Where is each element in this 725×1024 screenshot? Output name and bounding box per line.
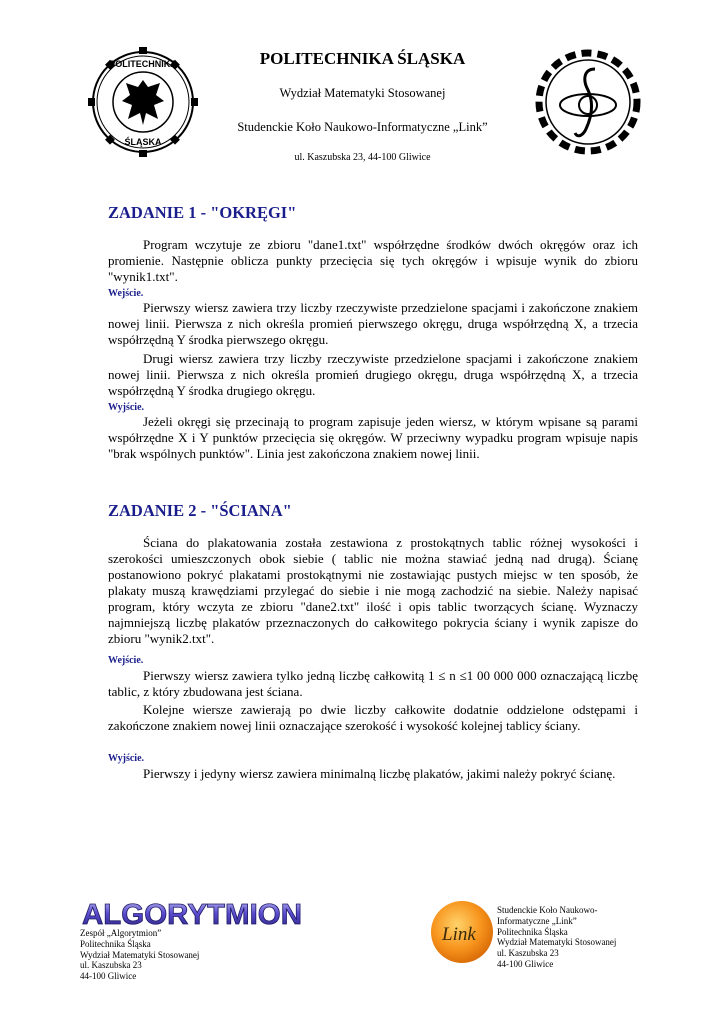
university-name: POLITECHNIKA ŚLĄSKA bbox=[259, 49, 466, 68]
header-address: ul. Kaszubska 23, 44-100 Gliwice bbox=[294, 152, 431, 163]
footer-left-text: Zespół „Algorytmion” Politechnika Śląska Wydział Matematyki Stosowanej ul. Kaszubska 23 44-100 Gliwice bbox=[80, 928, 200, 982]
svg-text:POLITECHNIKA: POLITECHNIKA bbox=[109, 59, 177, 69]
task1-input-p2: Drugi wiersz zawiera trzy liczby rzeczywiste przedzielone spacjami i zakończone znakiem nowej linii. Pierwsza z nich określa promień drugiego okręgu, druga współrzędną X, a trzecia współrzędną Y środka drugiego okręgu. bbox=[108, 351, 638, 398]
task2-input-label: Wejście. bbox=[108, 655, 144, 666]
task1-title: ZADANIE 1 - "OKRĘGI" bbox=[108, 203, 297, 222]
task1-input-p1: Pierwszy wiersz zawiera trzy liczby rzeczywiste przedzielone spacjami i zakończone znakiem nowej linii. Pierwsza z nich określa promień pierwszego okręgu, druga współrzędną X, a trzecia współrzędną Y środka pierwszego okręgu. bbox=[108, 300, 638, 347]
task1-intro: Program wczytuje ze zbioru "dane1.txt" współrzędne środków dwóch okręgów oraz ich promienie. Następnie oblicza punkty przecięcia się tych okręgów i wpisuje wynik do zbioru "wynik1.txt". bbox=[108, 237, 638, 284]
task2-output-label: Wyjście. bbox=[108, 753, 145, 764]
task2-output-p1: Pierwszy i jedyny wiersz zawiera minimalną liczbę plakatów, jakimi należy pokryć ścianę. bbox=[143, 766, 616, 781]
faculty-name: Wydział Matematyki Stosowanej bbox=[279, 86, 446, 100]
algorytmion-logo bbox=[80, 898, 305, 928]
task1-output-p1: Jeżeli okręgi się przecinają to program zapisuje jeden wiersz, w którym wpisane są parami współrzędne X i Y punktów przecięcia się okręgów. W przeciwny wypadku program wpisuje napis "brak wspólnych punktów". Linia jest zakończona znakiem nowej linii. bbox=[108, 414, 638, 461]
svg-text:Link: Link bbox=[442, 924, 476, 945]
link-club-logo bbox=[430, 900, 495, 965]
task2-title: ZADANIE 2 - "ŚCIANA" bbox=[108, 501, 292, 520]
svg-text:ALGORYTMION: ALGORYTMION bbox=[82, 899, 302, 928]
club-name: Studenckie Koło Naukowo-Informatyczne „Link” bbox=[237, 120, 488, 134]
footer-right-text: Studenckie Koło Naukowo- Informatyczne „Link” Politechnika Śląska Wydział Matematyki Stosowanej ul. Kaszubska 23 44-100 Gliwice bbox=[497, 905, 617, 969]
task2-intro: Ściana do plakatowania została zestawiona z prostokątnych tablic różnej wysokości i szerokości umieszczonych obok siebie ( tablic nie można stawiać jedną nad drugą). Ścianę postanowiono pokryć plakatami prostokątnymi nie zostawiając pustych miejsc w ten sposób, że plakaty muszą krawędziami przylegać do siebie i nie mogą zachodzić na siebie. Należy napisać program, który wczyta ze zbioru "dane2.txt" ilość i opis tablic tworzących ścianę. Wyznaczy najmniejszą liczbę plakatów przeznaczonych do całkowitego pokrycia ściany i wynik zapisze do zbioru "wynik2.txt". bbox=[108, 535, 638, 646]
task1-output-label: Wyjście. bbox=[108, 402, 145, 413]
task2-input-p1: Pierwszy wiersz zawiera tylko jedną liczbę całkowitą 1 ≤ n ≤1 00 000 000 oznaczającą liczbę tablic, z który zbudowana jest ściana. bbox=[108, 668, 638, 699]
task2-input-p2: Kolejne wiersze zawierają po dwie liczby całkowite dodatnie oddzielone odstępami i zakończone znakiem nowej linii oznaczające szerokość i wysokość kolejnej tablicy ściany. bbox=[108, 702, 638, 733]
task1-input-label: Wejście. bbox=[108, 288, 144, 299]
faculty-seal-logo bbox=[533, 45, 643, 160]
svg-text:ŚLĄSKA: ŚLĄSKA bbox=[124, 137, 162, 147]
